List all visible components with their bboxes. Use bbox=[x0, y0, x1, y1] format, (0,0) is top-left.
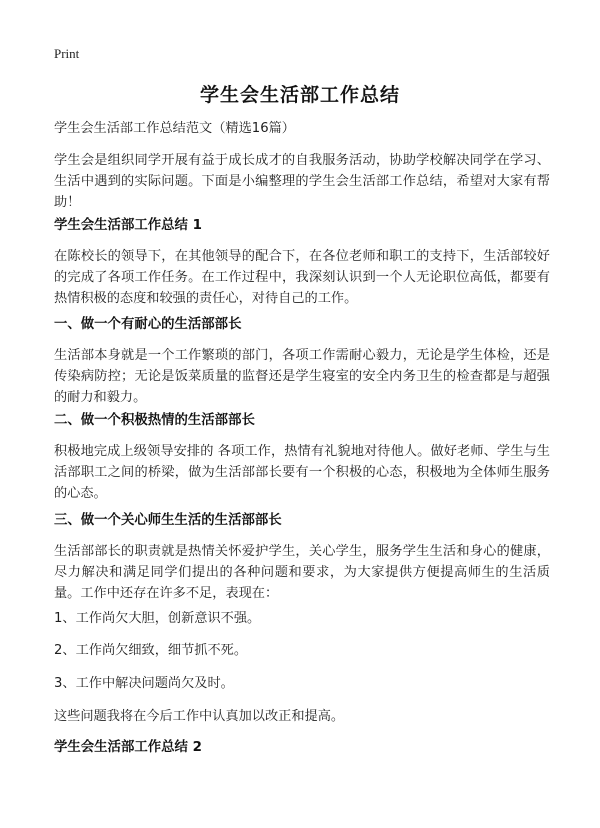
point-2-heading: 二、做一个积极热情的生活部部长 bbox=[54, 413, 255, 428]
point-3-paragraph: 生活部部长的职责就是热情关怀爱护学生，关心学生，服务学生生活和身心的健康，尽力解决和满足同学们提出的各种问题和要求，为大家提供方便提高师生的生活质量。工作中还存在许多不足，表现在： bbox=[54, 544, 550, 601]
point-2-paragraph: 积极地完成上级领导安排的 各项工作，热情有礼貌地对待他人。做好老师、学生与生活部职工之间的桥梁，做为生活部部长要有一个积极的心态，积极地为全体师生服务的心态。 bbox=[54, 444, 550, 501]
section-1-paragraph: 在陈校长的领导下，在其他领导的配合下，在各位老师和职工的支持下，生活部较好的完成了各项工作任务。在工作过程中，我深刻认识到一个人无论职位高低，都要有热情积极的态度和较强的责任心，对待自己的工作。 bbox=[54, 249, 550, 306]
issue-item-1: 1、工作尚欠大胆，创新意识不强。 bbox=[54, 611, 261, 626]
point-1-paragraph: 生活部本身就是一个工作繁琐的部门，各项工作需耐心毅力，无论是学生体检，还是传染病防控；无论是饭菜质量的监督还是学生寝室的安全内务卫生的检查都是与超强的耐力和毅力。 bbox=[54, 348, 550, 405]
section-2-heading: 学生会生活部工作总结 2 bbox=[54, 740, 202, 755]
issue-item-3: 3、工作中解决问题尚欠及时。 bbox=[54, 676, 234, 691]
document-title: 学生会生活部工作总结 bbox=[199, 84, 400, 106]
closing-paragraph: 这些问题我将在今后工作中认真加以改正和提高。 bbox=[54, 709, 345, 724]
print-link[interactable]: Print bbox=[54, 46, 80, 61]
document-subtitle: 学生会生活部工作总结范文（精选16篇） bbox=[54, 121, 295, 136]
intro-paragraph: 学生会是组织同学开展有益于成长成才的自我服务活动，协助学校解决同学在学习、生活中遇到的实际问题。下面是小编整理的学生会生活部工作总结，希望对大家有帮助！ bbox=[54, 153, 550, 210]
point-1-heading: 一、做一个有耐心的生活部部长 bbox=[54, 317, 242, 332]
section-1-heading: 学生会生活部工作总结 1 bbox=[54, 218, 202, 233]
point-3-heading: 三、做一个关心师生生活的生活部部长 bbox=[54, 513, 282, 528]
issue-item-2: 2、工作尚欠细致，细节抓不死。 bbox=[54, 643, 248, 658]
